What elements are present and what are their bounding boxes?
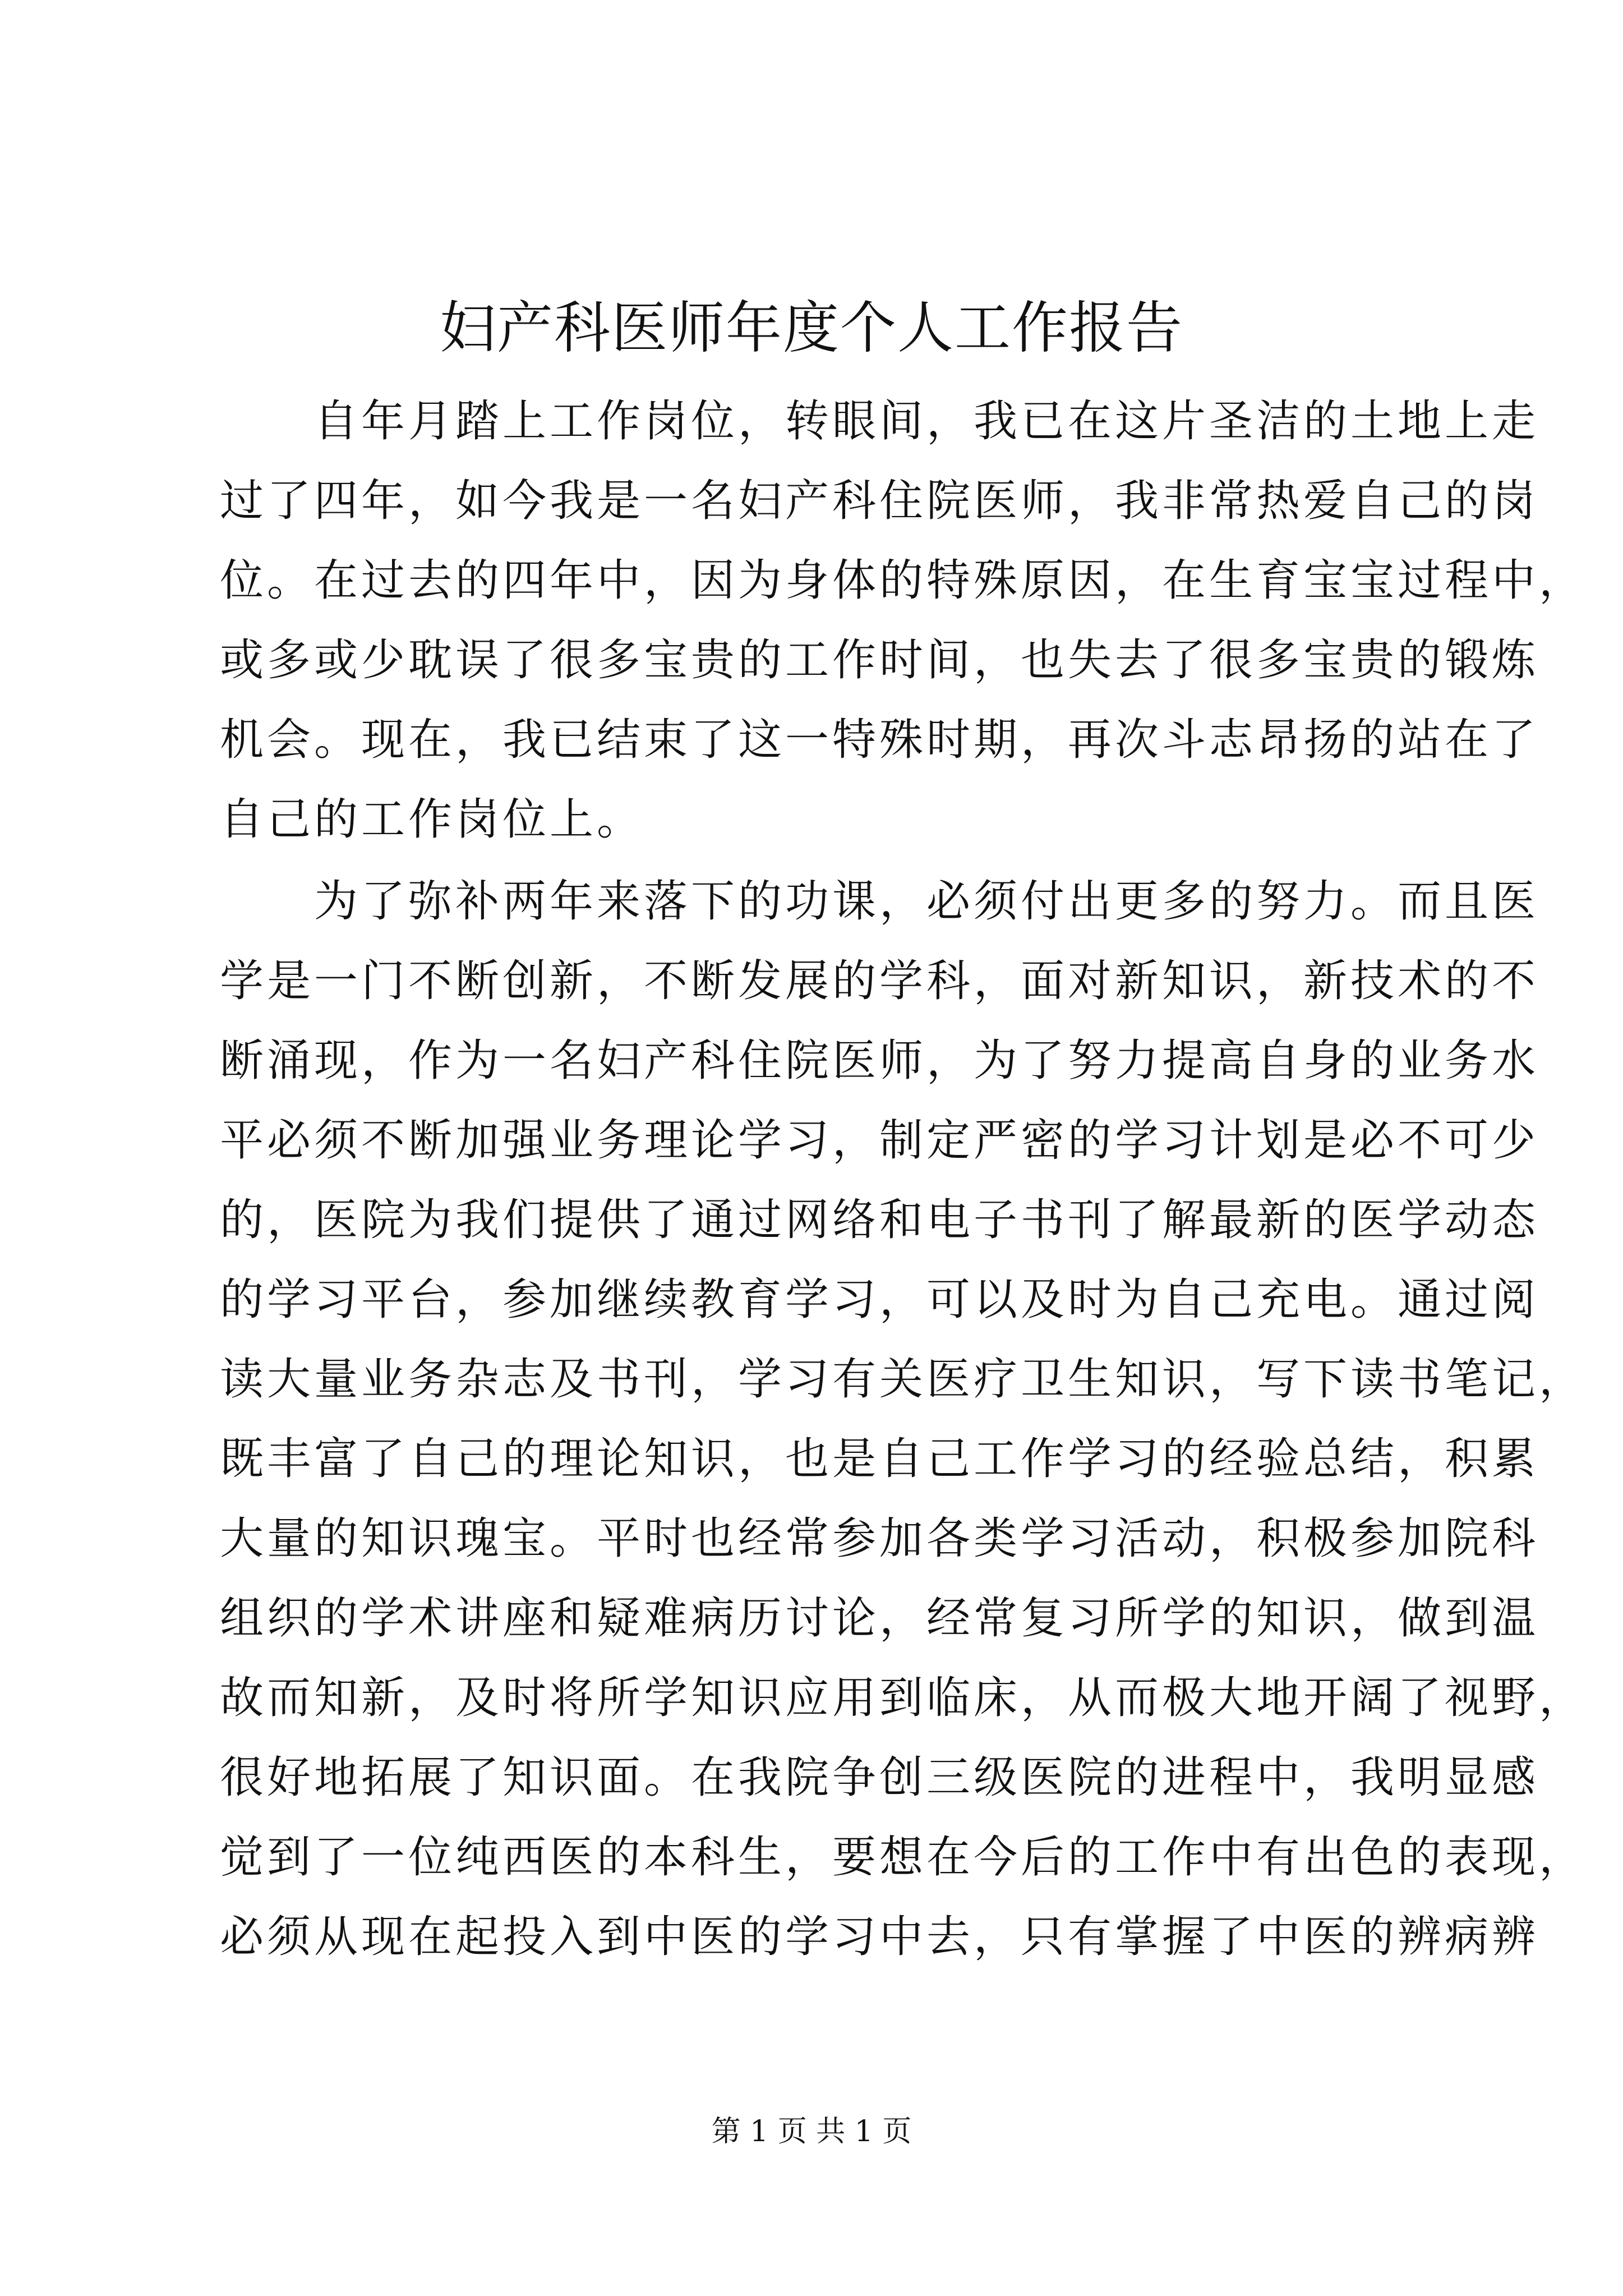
paragraph-line: 的，医院为我们提供了通过网络和电子书刊了解最新的医学动态	[220, 1195, 1539, 1245]
paragraph-line: 过了四年，如今我是一名妇产科住院医师，我非常热爱自己的岗	[220, 476, 1539, 526]
paragraph-line: 既丰富了自己的理论知识，也是自己工作学习的经验总结，积累	[220, 1434, 1539, 1484]
paragraph-line: 为了弥补两年来落下的功课，必须付出更多的努力。而且医	[220, 876, 1539, 927]
page-number-footer: 第 1 页 共 1 页	[711, 2115, 912, 2148]
paragraph-line: 学是一门不断创新，不断发展的学科，面对新知识，新技术的不	[220, 956, 1539, 1006]
paragraph-line: 平必须不断加强业务理论学习，制定严密的学习计划是必不可少	[220, 1115, 1539, 1166]
paragraph-line: 断涌现，作为一名妇产科住院医师，为了努力提高自身的业务水	[220, 1036, 1539, 1086]
paragraph-2	[220, 862, 1587, 1977]
paragraph-line: 机会。现在，我已结束了这一特殊时期，再次斗志昂扬的站在了	[220, 715, 1539, 765]
paragraph-line: 大量的知识瑰宝。平时也经常参加各类学习活动，积极参加院科	[220, 1513, 1539, 1564]
paragraph-line: 自己的工作岗位上。	[220, 794, 644, 845]
paragraph-line: 自年月踏上工作岗位，转眼间，我已在这片圣洁的土地上走	[220, 396, 1539, 447]
paragraph-line: 的学习平台，参加继续教育学习，可以及时为自己充电。通过阅	[220, 1274, 1539, 1325]
paragraph-line: 故而知新，及时将所学知识应用到临床，从而极大地开阔了视野，	[220, 1673, 1587, 1723]
paragraph-line: 觉到了一位纯西医的本科生，要想在今后的工作中有出色的表现，	[220, 1832, 1587, 1883]
paragraph-line: 很好地拓展了知识面。在我院争创三级医院的进程中，我明显感	[220, 1752, 1539, 1803]
paragraph-line: 必须从现在起投入到中医的学习中去，只有掌握了中医的辨病辨	[220, 1912, 1539, 1962]
paragraph-line: 位。在过去的四年中，因为身体的特殊原因，在生育宝宝过程中，	[220, 555, 1587, 606]
paragraph-line: 组织的学术讲座和疑难病历讨论，经常复习所学的知识，做到温	[220, 1593, 1539, 1644]
paragraph-1	[220, 381, 1587, 859]
document-body	[220, 381, 1587, 1977]
paragraph-line: 或多或少耽误了很多宝贵的工作时间，也失去了很多宝贵的锻炼	[220, 635, 1539, 685]
paragraph-line: 读大量业务杂志及书刊，学习有关医疗卫生知识，写下读书笔记，	[220, 1354, 1587, 1405]
document-title: 妇产科医师年度个人工作报告	[440, 295, 1183, 361]
